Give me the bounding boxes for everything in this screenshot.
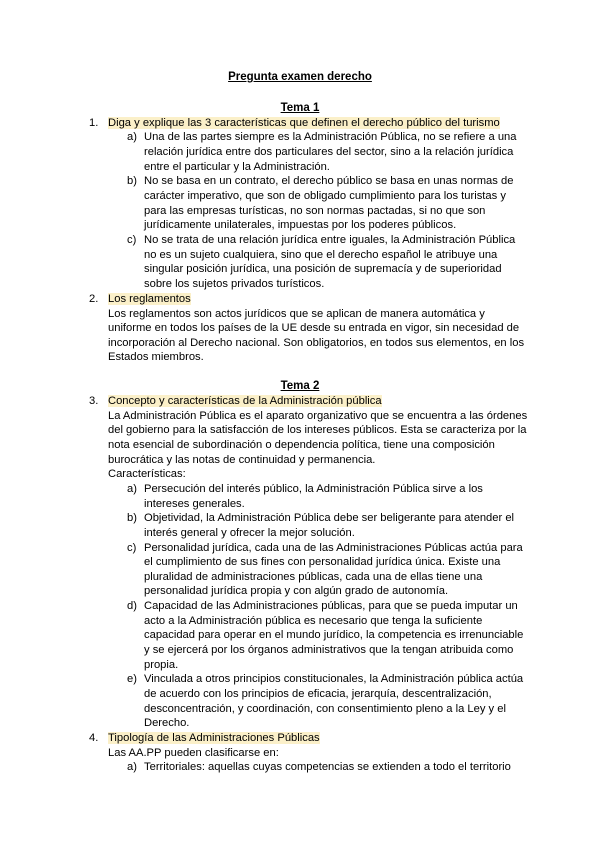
paragraph-line: Los reglamentos son actos jurídicos que se aplican de manera automática y [108, 308, 485, 320]
list-item-line: Derecho. [144, 717, 190, 729]
list-item-line: el cumplimiento de sus fines con personalidad jurídica única. Existe una [144, 556, 501, 568]
list-item-line: carácter imperativo, que son de obligado cumplimiento para los turistas y [144, 190, 506, 202]
question-heading-text: Diga y explique las 3 características que definen el derecho público del turismo [108, 117, 500, 129]
list-item-line: Territoriales: aquellas cuyas competencias se extienden a todo el territorio [144, 761, 511, 773]
question-heading [108, 732, 320, 744]
list-item-line: desconcentración, y coordinación, con consentimiento pleno a la Ley y el [144, 703, 506, 715]
list-letter: d) [127, 600, 137, 612]
list-item-line: Personalidad jurídica, cada una de las Administraciones Públicas actúa para [144, 542, 523, 554]
paragraph-line: La Administración Pública es el aparato organizativo que se encuentra a las órdenes [108, 410, 528, 422]
question-heading-text: Los reglamentos [108, 293, 191, 305]
section-heading-tema-1: Tema 1 [280, 102, 320, 114]
list-letter: b) [127, 175, 137, 187]
list-item-line: intereses generales. [144, 498, 245, 510]
list-item-line: Persecución del interés público, la Administración Pública sirve a los [144, 483, 483, 495]
paragraph-line: Características: [108, 468, 186, 480]
list-letter: a) [127, 761, 137, 773]
list-item-line: entre el particular y la Administración. [144, 161, 330, 173]
question-heading [108, 117, 500, 129]
paragraph-line: Las AA.PP pueden clasificarse en: [108, 747, 279, 759]
list-item-line: Vinculada a otros principios constitucionales, la Administración pública actúa [144, 673, 524, 685]
question-heading [108, 293, 191, 305]
question-number: 4. [89, 732, 99, 744]
list-letter: a) [127, 483, 137, 495]
list-item-line: de acuerdo con los principios de eficacia, jerarquía, descentralización, [144, 688, 492, 700]
question-number: 1. [89, 117, 99, 129]
list-item-line: para las empresas turísticas, no son normas pactadas, si no que son [144, 205, 486, 217]
question-heading-text: Concepto y características de la Administración pública [108, 395, 382, 407]
question-heading [108, 395, 382, 407]
list-letter: c) [127, 542, 137, 554]
page-title: Pregunta examen derecho [228, 71, 372, 83]
paragraph-line: nota esencial de subordinación o dependencia política, tiene una composición [108, 439, 495, 451]
list-item-line: y se ejercerá por los órganos administrativos que la tengan atribuida como [144, 644, 514, 656]
paragraph-line: Estados miembros. [108, 351, 204, 363]
list-letter: a) [127, 131, 137, 143]
list-item-line: personalidad jurídica propia y con algún grado de autonomía. [144, 585, 449, 597]
question-number: 3. [89, 395, 99, 407]
list-item-line: No se trata de una relación jurídica entre iguales, la Administración Pública [144, 234, 516, 246]
list-item-line: pluralidad de administraciones públicas, cada una de ellas tiene una [144, 571, 483, 583]
list-item-line: interés general y ofrecer la mejor solución. [144, 527, 355, 539]
paragraph-line: incorporación al Derecho nacional. Son obligatorios, en todos sus elementos, en los [108, 337, 525, 349]
list-item-line: sobre los sujetos privados turísticos. [144, 278, 325, 290]
list-item-line: No se basa en un contrato, el derecho público se basa en unas normas de [144, 175, 514, 187]
question-heading-text: Tipología de las Administraciones Públicas [108, 732, 320, 744]
paragraph-line: uniforme en todos los países de la UE desde su entrada en vigor, sin necesidad de [108, 322, 520, 334]
paragraph-line: burocrática y las notas de continuidad y permanencia. [108, 454, 376, 466]
list-letter: e) [127, 673, 137, 685]
list-item-line: no es un sujeto cualquiera, sino que el derecho español le atribuye una [144, 249, 498, 261]
list-letter: c) [127, 234, 137, 246]
list-item-line: Objetividad, la Administración Pública debe ser beligerante para atender el [144, 512, 515, 524]
list-letter: b) [127, 512, 137, 524]
list-item-line: propia. [144, 659, 179, 671]
list-item-line: Capacidad de las Administraciones públicas, para que se pueda imputar un [144, 600, 518, 612]
list-item-line: relación jurídica entre dos particulares del sector, sino a la relación jurídica [144, 146, 514, 158]
paragraph-line: del gobierno para la satisfacción de los intereses públicos. Esta se caracteriza por la [108, 424, 527, 436]
question-number: 2. [89, 293, 99, 305]
list-item-line: capacidad para operar en el mundo jurídico, la competencia es irrenunciable [144, 629, 524, 641]
list-item-line: jurídicamente unilaterales, impuestas por los poderes públicos. [144, 219, 457, 231]
list-item-line: acto a la Administración pública es necesario que tenga la suficiente [144, 615, 483, 627]
list-item-line: Una de las partes siempre es la Administración Pública, no se refiere a una [144, 131, 517, 143]
list-item-line: singular posición jurídica, una posición de supremacía y de superioridad [144, 263, 502, 275]
section-heading-tema-2: Tema 2 [280, 380, 320, 392]
